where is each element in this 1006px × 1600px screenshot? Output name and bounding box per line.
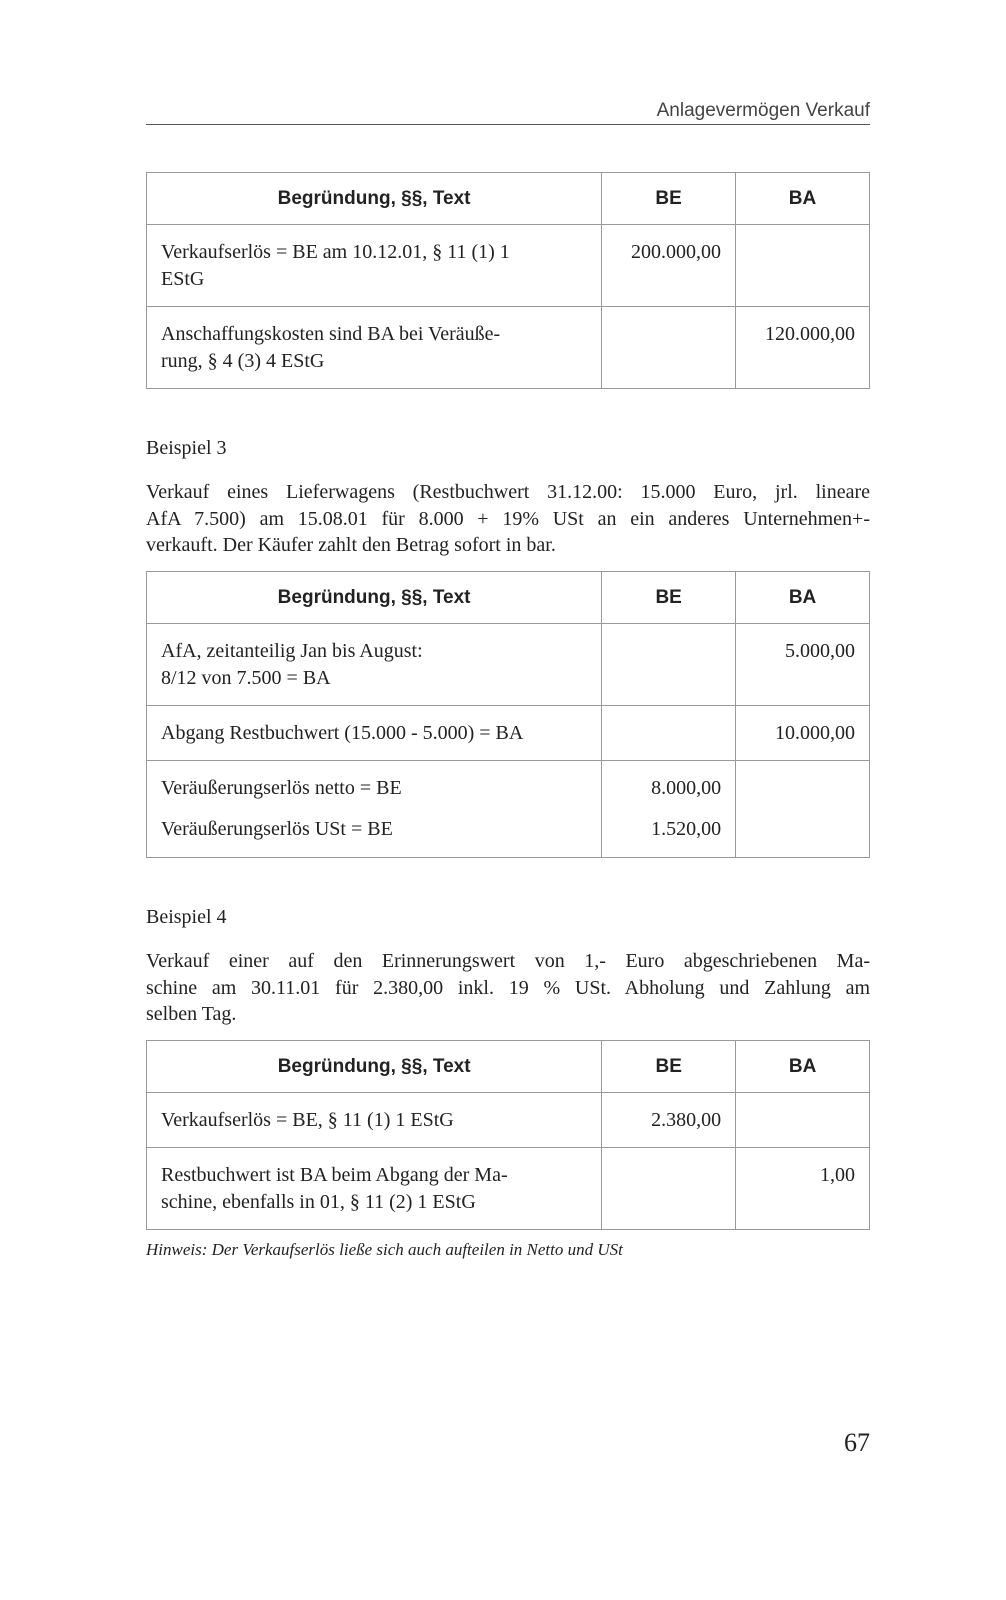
example-3-label: Beispiel 3 [146,437,227,459]
hint-note: Hinweis: Der Verkaufserlös ließe sich auch aufteilen in Netto und USt [146,1240,623,1259]
row-text: Verkaufserlös = BE, § 11 (1) 1 EStG [147,1093,602,1148]
table-row [147,1148,870,1230]
table-row [147,761,870,858]
table-header-row [147,173,870,225]
row-ba-value: 10.000,00 [736,706,870,761]
column-header-reason: Begründung, §§, Text [147,572,602,624]
booking-table-1 [146,172,870,389]
page-number: 67 [844,1428,870,1457]
example-4-label: Beispiel 4 [146,906,227,928]
table-row [147,1093,870,1148]
table-row [147,225,870,307]
booking-table-3 [146,1040,870,1230]
row-text: Anschaffungskosten sind BA bei Veräuße- rung, § 4 (3) 4 EStG [147,307,602,389]
column-header-reason: Begründung, §§, Text [147,173,602,225]
booking-table-2 [146,571,870,858]
row-ba-value [736,225,870,307]
row-be-value: 200.000,00 [602,225,736,307]
column-header-be: BE [602,173,736,225]
column-header-be: BE [602,1041,736,1093]
example-4-description: Verkauf einer auf den Erinnerungswert von 1,- Euro abgeschriebenen Ma- schine am 30.11.01 für 2.380,00 inkl. 19 % USt. Abholung und Zahlung am selben Tag. [146,950,870,1025]
row-text: AfA, zeitanteilig Jan bis August: 8/12 von 7.500 = BA [147,624,602,706]
table-row [147,307,870,389]
row-text: Restbuchwert ist BA beim Abgang der Ma- schine, ebenfalls in 01, § 11 (2) 1 EStG [147,1148,602,1230]
row-text: Abgang Restbuchwert (15.000 - 5.000) = BA [147,706,602,761]
row-ba-value: 5.000,00 [736,624,870,706]
row-text: Verkaufserlös = BE am 10.12.01, § 11 (1) 1 EStG [147,225,602,307]
example-3-description: Verkauf eines Lieferwagens (Restbuchwert 31.12.00: 15.000 Euro, jrl. lineare AfA 7.500) am 15.08.01 für 8.000 + 19% USt an ein anderes Unternehmen+- verkauft. Der Käufer zahlt den Betrag sofort in bar. [146,481,870,556]
row-be-value [602,624,736,706]
row-be-value: 2.380,00 [602,1093,736,1148]
row-ba-value [736,1093,870,1148]
row-be-value [602,1148,736,1230]
row-text: Veräußerungserlös netto = BE Veräußerungserlös USt = BE [147,761,602,858]
row-ba-value: 120.000,00 [736,307,870,389]
row-be-value [602,706,736,761]
column-header-ba: BA [736,173,870,225]
table-row [147,706,870,761]
column-header-be: BE [602,572,736,624]
running-header: Anlagevermögen Verkauf [146,98,870,125]
row-ba-value: 1,00 [736,1148,870,1230]
row-be-value: 8.000,00 1.520,00 [602,761,736,858]
table-header-row [147,572,870,624]
row-ba-value [736,761,870,858]
column-header-ba: BA [736,572,870,624]
table-header-row [147,1041,870,1093]
column-header-ba: BA [736,1041,870,1093]
table-row [147,624,870,706]
column-header-reason: Begründung, §§, Text [147,1041,602,1093]
row-be-value [602,307,736,389]
